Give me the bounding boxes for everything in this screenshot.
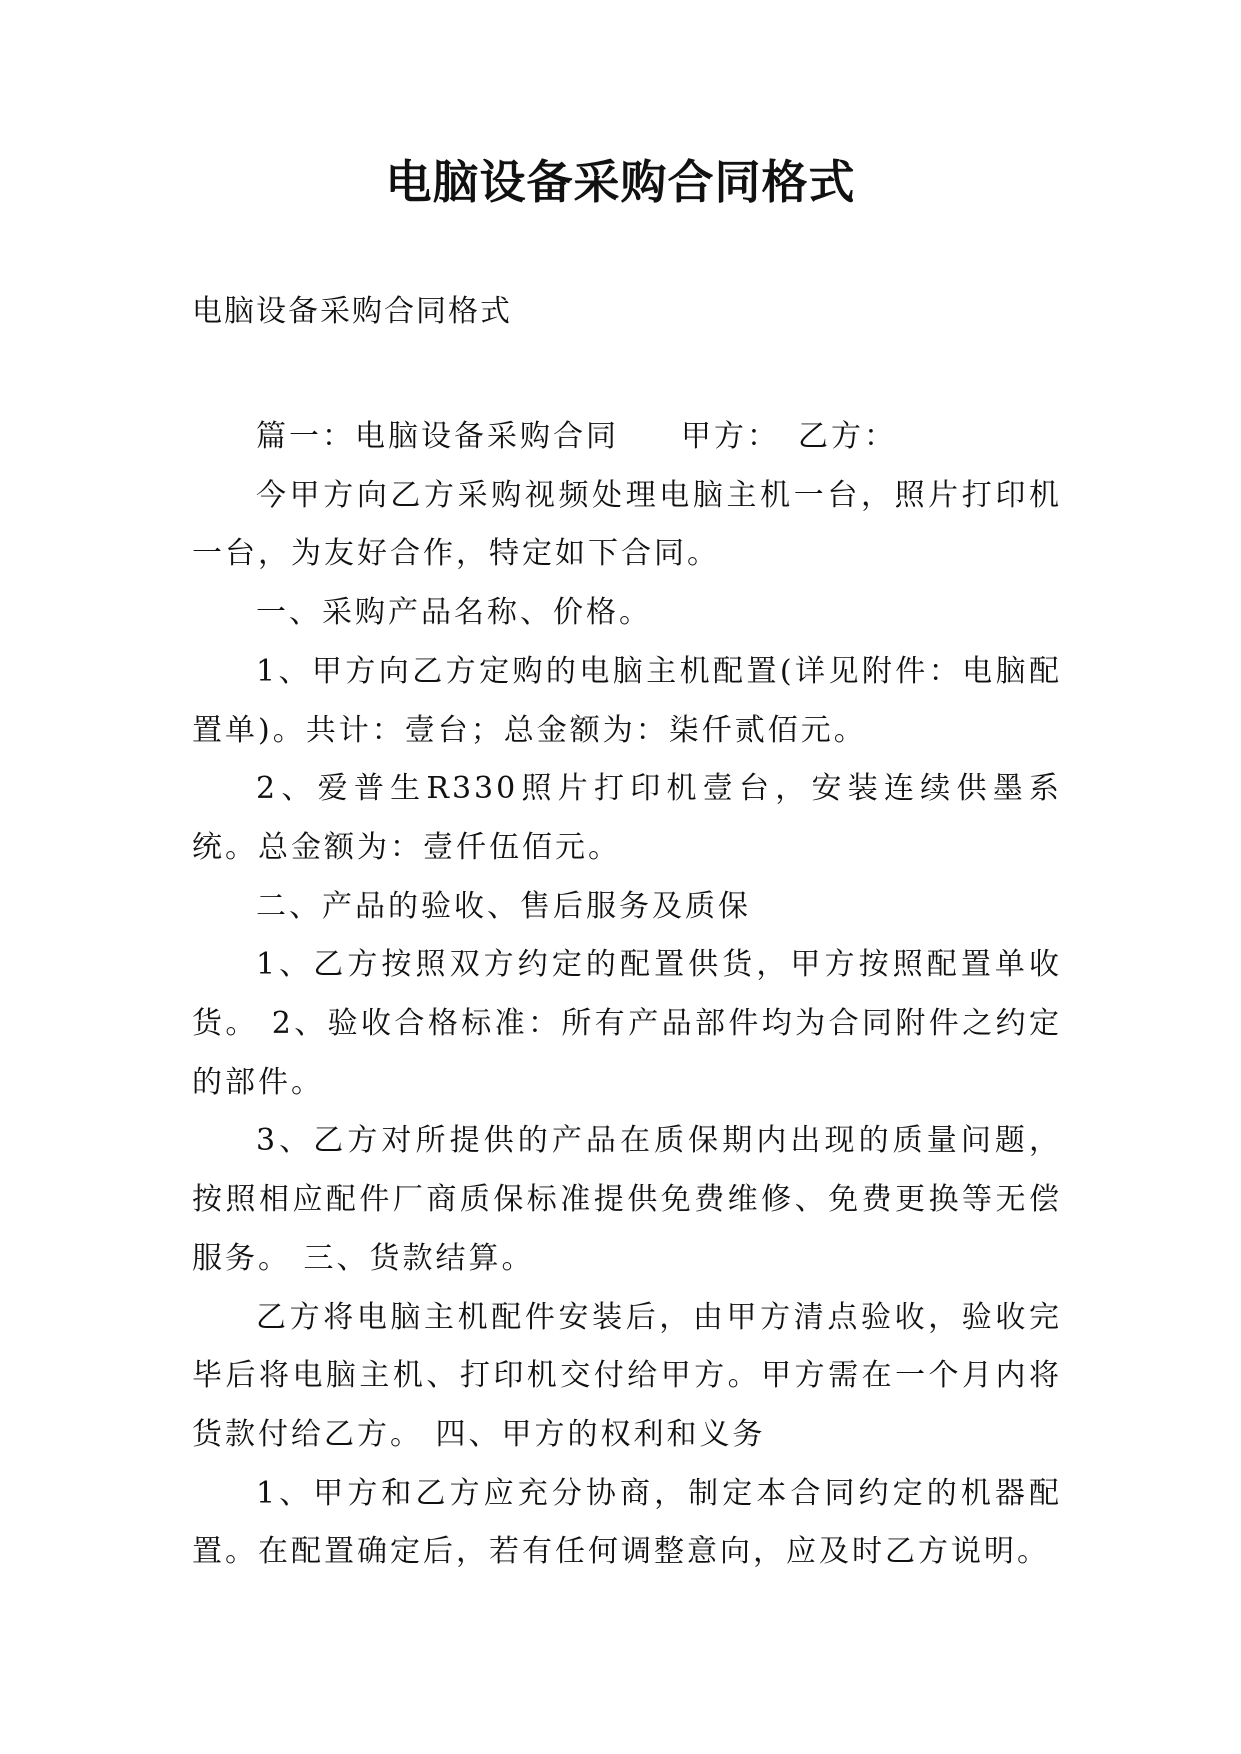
paragraph: 今甲方向乙方采购视频处理电脑主机一台，照片打印机一台，为友好合作，特定如下合同。 bbox=[192, 477, 1062, 572]
paragraph: 乙方将电脑主机配件安装后，由甲方清点验收，验收完毕后将电脑主机、打印机交付给甲方。甲方需在一个月内将货款付给乙方。 四、甲方的权利和义务 bbox=[192, 1299, 1062, 1452]
paragraph: 3、乙方对所提供的产品在质保期内出现的质量问题，按照相应配件厂商质保标准提供免费维修、免费更换等无偿服务。 三、货款结算。 bbox=[192, 1123, 1062, 1276]
paragraph: 2、爱普生R330照片打印机壹台，安装连续供墨系统。总金额为：壹仟伍佰元。 bbox=[192, 771, 1062, 865]
party-a-label: 甲方： bbox=[681, 419, 780, 454]
paragraph: 1、乙方按照双方约定的配置供货，甲方按照配置单收货。 2、验收合格标准：所有产品部件均为合同附件之约定的部件。 bbox=[192, 947, 1062, 1100]
paragraph: 1、甲方和乙方应充分协商，制定本合同约定的机器配置。在配置确定后，若有任何调整意向，应及时乙方说明。 bbox=[192, 1475, 1062, 1570]
document-subtitle: 电脑设备采购合同格式 bbox=[192, 294, 512, 329]
document-body bbox=[192, 408, 1062, 1582]
document-title: 电脑设备采购合同格式 bbox=[385, 155, 856, 209]
party-b-label: 乙方： bbox=[798, 419, 897, 454]
section-heading: 二、产品的验收、售后服务及质保 bbox=[256, 888, 751, 924]
paragraph: 1、甲方向乙方定购的电脑主机配置(详见附件：电脑配置单)。共计：壹台；总金额为：柒仟贰佰元。 bbox=[192, 653, 1062, 748]
section-heading: 一、采购产品名称、价格。 bbox=[256, 595, 652, 631]
intro-line bbox=[192, 408, 1062, 467]
chapter-heading: 篇一：电脑设备采购合同 bbox=[256, 419, 619, 454]
